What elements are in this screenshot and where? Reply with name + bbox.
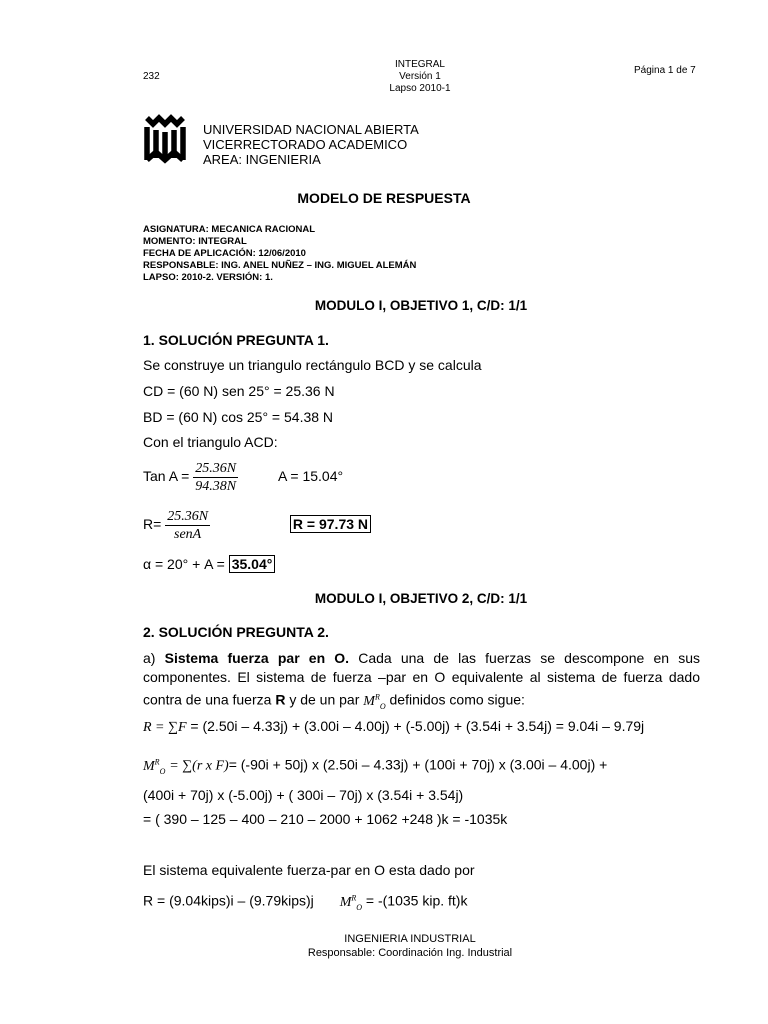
eq-moment-line-1 xyxy=(143,753,607,779)
alpha-prefix: α = 20° + A = xyxy=(143,556,225,572)
para-text-1: Cada una de las fuerzas se descompone en sus componentes. El sistema de fuerza –par en O equivalente al sistema de fuerza dado contra de una fuerza xyxy=(143,650,700,708)
r-label: R= xyxy=(143,516,162,533)
exam-lapse: Lapso 2010-1 xyxy=(389,83,451,94)
q1-alpha-equation xyxy=(143,556,275,573)
final-m: = -(1035 kip. ft)k xyxy=(362,892,468,909)
equivalent-system-text: El sistema equivalente fuerza-par en O esta dado por xyxy=(143,862,475,878)
module-2-heading: MODULO I, OBJETIVO 2, C/D: 1/1 xyxy=(314,591,528,606)
subject: ASIGNATURA: MECANICA RACIONAL xyxy=(143,224,316,235)
module-1-heading: MODULO I, OBJETIVO 1, C/D: 1/1 xyxy=(314,298,528,313)
q2-paragraph xyxy=(143,649,700,715)
q1-cd: CD = (60 N) sen 25° = 25.36 N xyxy=(143,383,335,399)
responsible: RESPONSABLE: ING. ANEL NUÑEZ – ING. MIGUEL ALEMÁN xyxy=(143,260,417,271)
eq-moment-line-3: = ( 390 – 125 – 400 – 210 – 2000 + 1062 +248 )k = -1035k xyxy=(143,811,508,827)
alpha-result-box: 35.04° xyxy=(229,555,276,573)
application-date: FECHA DE APLICACIÓN: 12/06/2010 xyxy=(143,248,306,259)
para-bold-r: R xyxy=(275,691,286,708)
q1-intro: Se construye un triangulo rectángulo BCD y se calcula xyxy=(143,357,482,373)
q1-r-equation xyxy=(143,508,371,543)
footer-responsible: Responsable: Coordinación Ing. Industrial xyxy=(307,947,513,959)
exam-version: Versión 1 xyxy=(399,71,441,82)
page-number: Página 1 de 7 xyxy=(634,65,696,76)
tan-fraction xyxy=(193,460,238,495)
eq-moment-line-2: (400i + 70j) x (-5.00j) + ( 300i – 70j) x (3.54i + 3.54j) xyxy=(143,787,464,803)
moment-symbol: $M^R_O$ xyxy=(339,893,363,912)
eq-m-mid: = ∑(r x F) xyxy=(169,758,229,774)
para-text-3: definidos como sigue: xyxy=(385,691,525,708)
r-result-box: R = 97.73 N xyxy=(290,515,371,533)
exam-type: INTEGRAL xyxy=(394,59,445,70)
question-1-heading: 1. SOLUCIÓN PREGUNTA 1. xyxy=(143,332,329,348)
institution-block xyxy=(203,122,419,167)
eq-r-rhs: = (2.50i – 4.33j) + (3.00i – 4.00j) + (-5.00j) + (3.54i + 3.54j) = 9.04i – 9.79j xyxy=(186,718,645,734)
vice-rectorate: VICERRECTORADO ACADEMICO xyxy=(203,137,408,152)
eq-r-lhs: R = ∑F xyxy=(143,720,187,735)
moment-symbol: $M^R_O$ xyxy=(143,757,166,776)
q1-tan-equation xyxy=(143,460,343,495)
institution-name: UNIVERSIDAD NACIONAL ABIERTA xyxy=(203,122,419,137)
r-denominator: senA xyxy=(174,527,202,542)
exam-metadata xyxy=(143,224,416,284)
question-2-heading: 2. SOLUCIÓN PREGUNTA 2. xyxy=(143,624,329,640)
engineering-area: AREA: INGENIERIA xyxy=(203,152,321,167)
tan-denominator: 94.38N xyxy=(195,479,237,494)
tan-numerator: 25.36N xyxy=(195,461,237,476)
final-result xyxy=(143,889,467,915)
final-r: R = (9.04kips)i – (9.79kips)j xyxy=(143,892,314,909)
document-code: 232 xyxy=(143,71,160,82)
moment-symbol: $M^R_O$ xyxy=(363,692,386,711)
q1-acd: Con el triangulo ACD: xyxy=(143,434,278,450)
para-bold-title: Sistema fuerza par en O. xyxy=(164,650,350,666)
para-text-2: y de un par xyxy=(285,691,364,708)
angle-a-result: A = 15.04° xyxy=(277,468,344,485)
tan-label: Tan A = xyxy=(143,468,190,485)
q1-bd: BD = (60 N) cos 25° = 54.38 N xyxy=(143,409,334,425)
r-fraction xyxy=(165,508,210,543)
eq-resultant-r xyxy=(143,718,644,736)
r-numerator: 25.36N xyxy=(167,509,209,524)
eq-m-rhs: = (-90i + 50j) x (2.50i – 4.33j) + (100i + 70j) x (3.00i – 4.00j) + xyxy=(228,756,608,773)
lapse-version: LAPSO: 2010-2. VERSIÓN: 1. xyxy=(143,272,273,283)
university-logo xyxy=(143,114,187,164)
exam-header xyxy=(340,59,500,95)
footer-program: INGENIERIA INDUSTRIAL xyxy=(344,933,476,945)
moment: MOMENTO: INTEGRAL xyxy=(143,236,247,247)
page-footer xyxy=(0,932,768,960)
para-lead: a) xyxy=(143,650,165,666)
page-title: MODELO DE RESPUESTA xyxy=(297,190,471,206)
